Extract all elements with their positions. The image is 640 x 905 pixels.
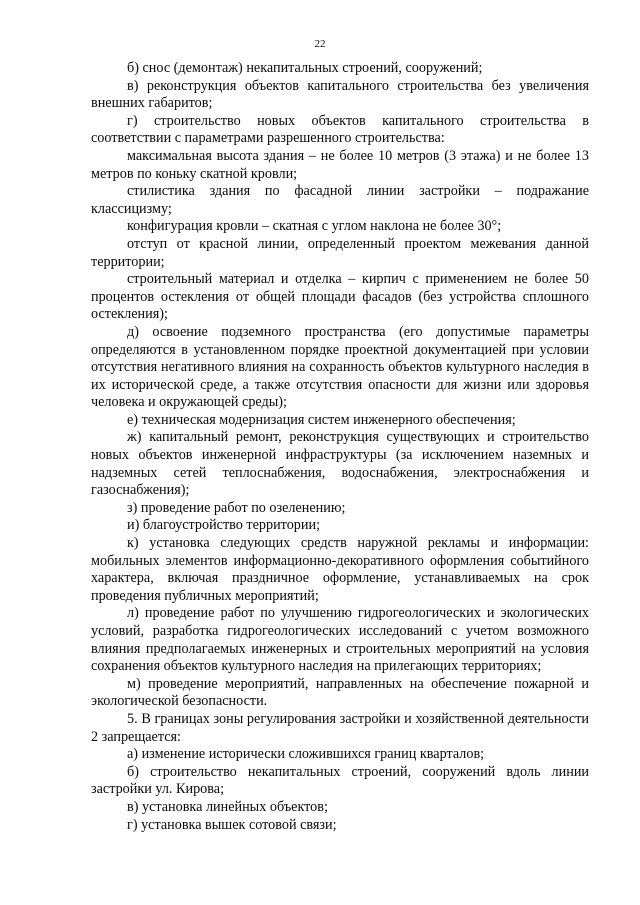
paragraph-underground: д) освоение подземного пространства (его допустимые параметры определяются в установленном порядке проектной документацией при условии отсутствия негативного влияния на сохранность объектов культурного наследия в их исторической среде, а также отсутствия опасности для жизни или здоровья человека и окружающей среды); — [91, 323, 589, 411]
paragraph-hydrogeology: л) проведение работ по улучшению гидрогеологических и экологических условий, разработка гидрогеологических исследований с учетом возможного влияния предполагаемых инженерных и строительных мероприятий на условия сохранения объектов культурного наследия на прилегающих территориях; — [91, 605, 589, 675]
paragraph-style: стилистика здания по фасадной линии застройки – подражание классицизму; — [91, 183, 589, 217]
paragraph-max-height: максимальная высота здания – не более 10 метров (3 этажа) и не более 13 метров по коньку скатной кровли; — [91, 147, 589, 182]
paragraph-safety: м) проведение мероприятий, направленных на обеспечение пожарной и экологической безопасности. — [91, 675, 589, 710]
paragraph-capital-repair: ж) капитальный ремонт, реконструкция существующих и строительство новых объектов инженерной инфраструктуры (за исключением наземных и надземных сетей теплоснабжения, водоснабжения, электроснабжения и газоснабжения); — [91, 429, 589, 499]
paragraph-engineering-modernization: е) техническая модернизация систем инженерного обеспечения; — [127, 411, 516, 428]
paragraph-setback: отступ от красной линии, определенный проектом межевания данной территории; — [91, 235, 589, 270]
paragraph-linear-objects: в) установка линейных объектов; — [127, 798, 328, 815]
paragraph-cell-towers: г) установка вышек сотовой связи; — [127, 816, 337, 833]
paragraph-materials: строительный материал и отделка – кирпич с применением не более 50 процентов остекления от общей площади фасадов (без устройства сплошного остекления); — [91, 271, 589, 323]
paragraph-demolition: б) снос (демонтаж) некапитальных строений, сооружений; — [127, 60, 483, 76]
paragraph-new-construction: г) строительство новых объектов капитального строительства в соответствии с параметрами разрешенного строительства: — [91, 112, 589, 147]
paragraph-landscaping: з) проведение работ по озеленению; — [127, 499, 346, 516]
paragraph-advertising: к) установка следующих средств наружной рекламы и информации: мобильных элементов информационно-декоративного оформления событийного характера, включая праздничное оформление, устанавливаемых на срок проведения публичных мероприятий; — [91, 535, 589, 604]
paragraph-block-boundaries: а) изменение исторически сложившихся границ кварталов; — [127, 746, 485, 763]
paragraph-improvement: и) благоустройство территории; — [127, 517, 321, 534]
document-body — [91, 60, 589, 834]
paragraph-kirova-street: б) строительство некапитальных строений, сооружений вдоль линии застройки ул. Кирова; — [91, 763, 589, 798]
paragraph-reconstruction: в) реконструкция объектов капитального строительства без увеличения внешних габаритов; — [91, 77, 589, 112]
page-number: 22 — [314, 38, 326, 50]
paragraph-roof: конфигурация кровли – скатная с углом наклона не более 30°; — [127, 218, 502, 235]
paragraph-zone-prohibitions: 5. В границах зоны регулирования застройки и хозяйственной деятельности 2 запрещается: — [91, 710, 589, 745]
